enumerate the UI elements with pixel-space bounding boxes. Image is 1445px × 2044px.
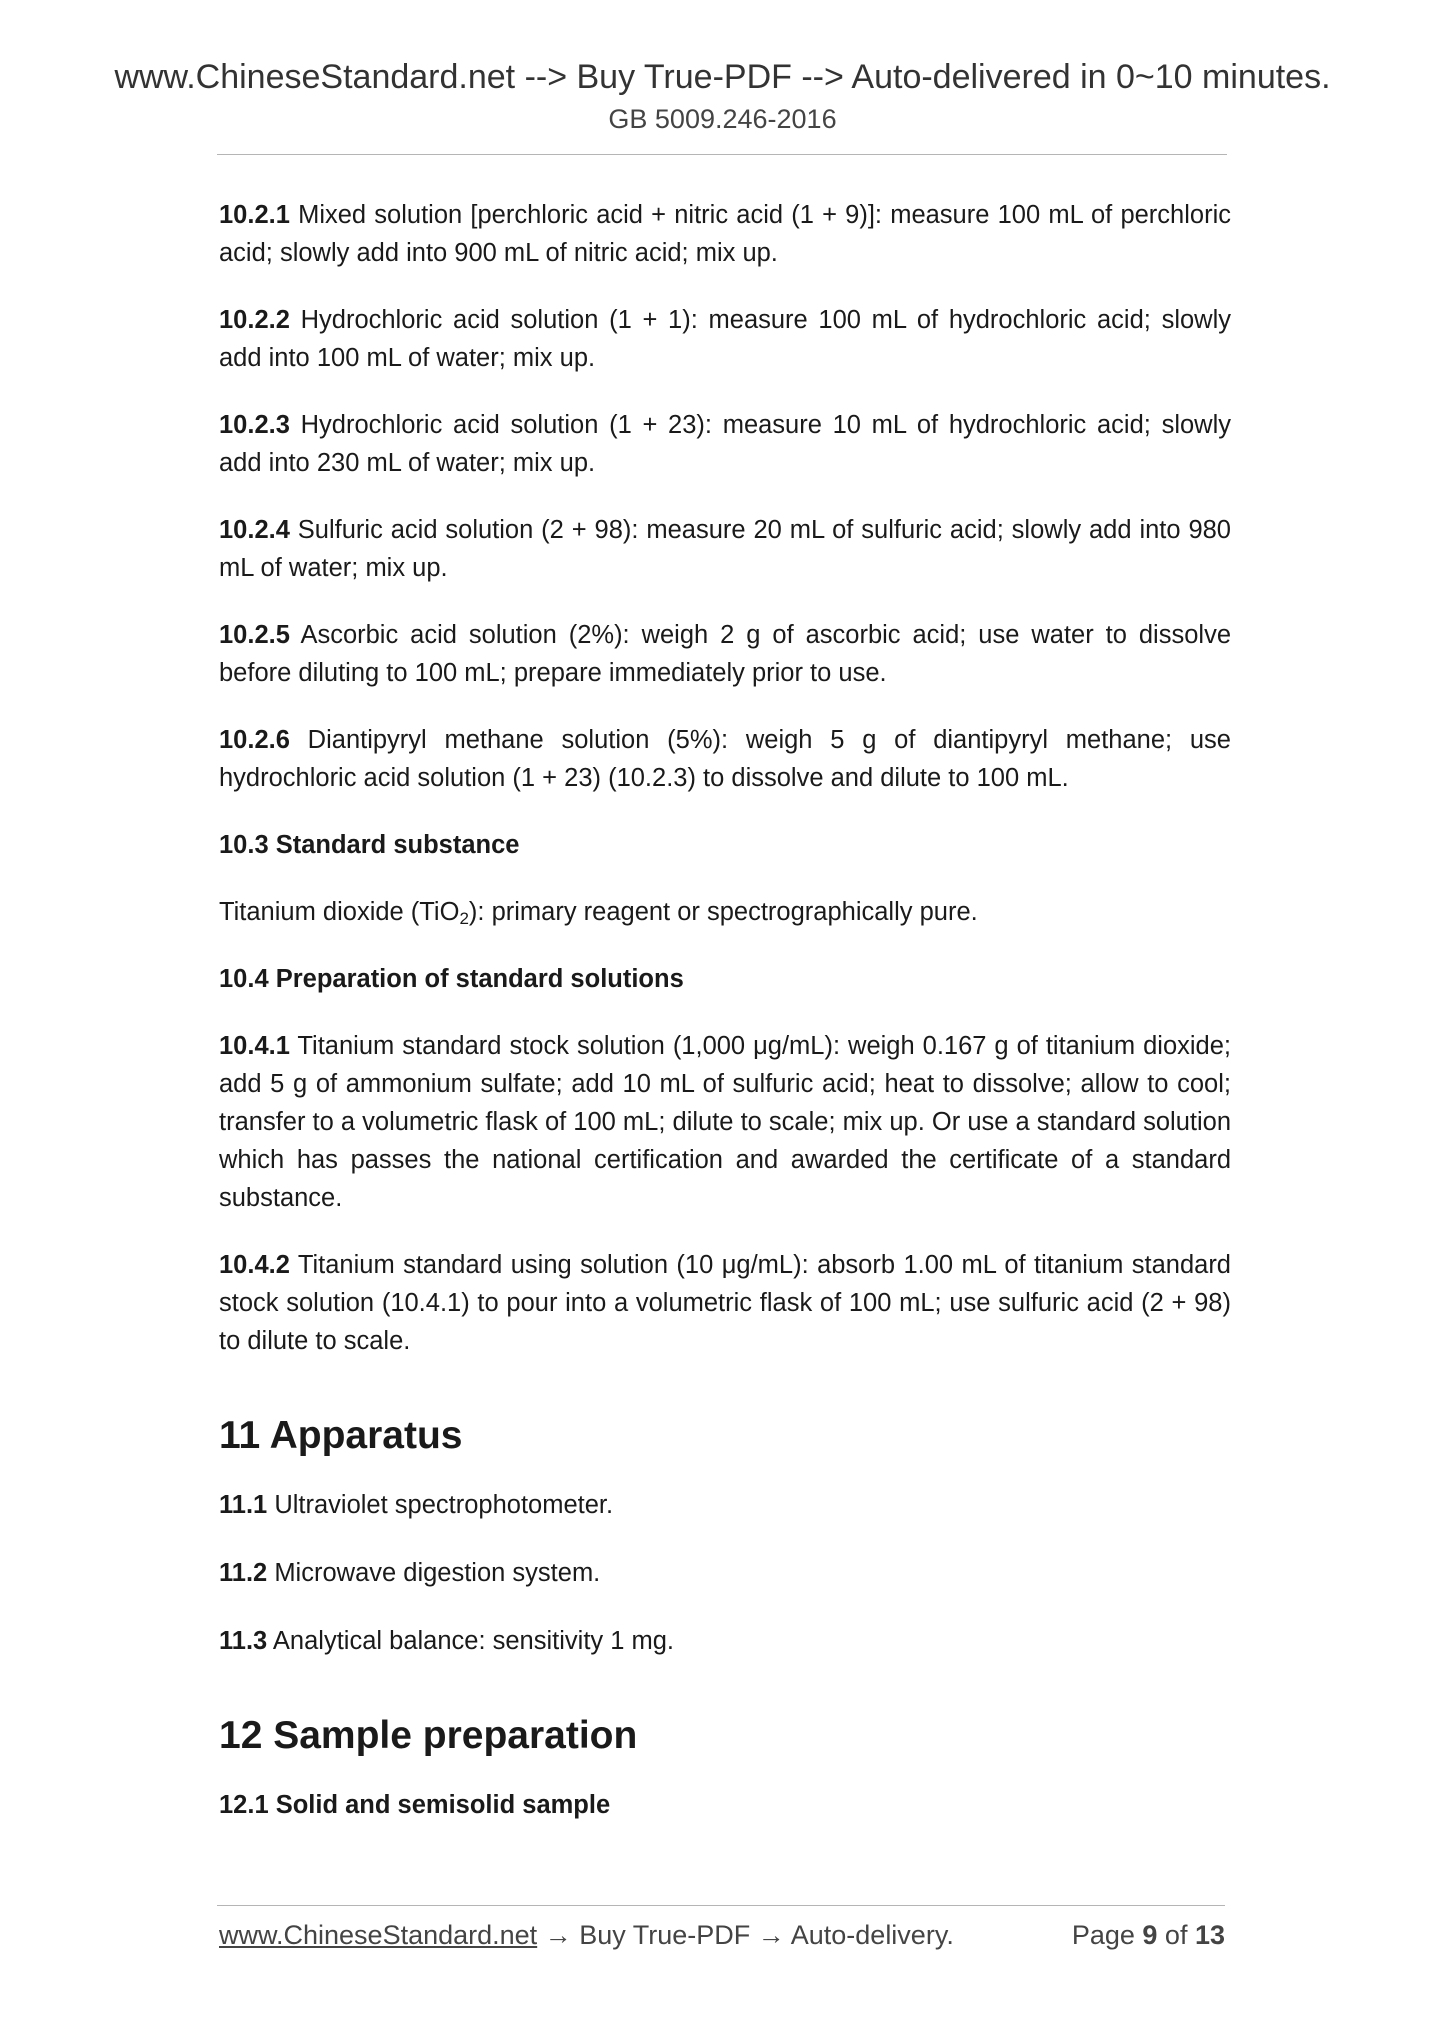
clause-text: Ultraviolet spectrophotometer. [267, 1491, 614, 1519]
section-heading-12: 12 Sample preparation [219, 1714, 638, 1757]
clause-number: 10.2.2 [219, 306, 290, 334]
clause-number: 11.3 [219, 1627, 268, 1655]
clause-text: Titanium standard stock solution (1,000 μg/mL): weigh 0.167 g of titanium dioxide; add 5 g of ammonium sulfate; add 10 mL of sulfuric acid; heat to dissolve; allow to cool; transfer to a volumetric flask of 100 mL; dilute to scale; mix up. Or use a standard solution which has passes the national certification and awarded the certificate of a standard substance. [219, 1032, 1231, 1212]
clause-text: Diantipyryl methane solution (5%): weigh 5 g of diantipyryl methane; use hydrochloric acid solution (1 + 23) (10.2.3) to dissolve and dilute to 100 mL. [219, 726, 1231, 792]
clause-text: Ascorbic acid solution (2%): weigh 2 g of ascorbic acid; use water to dissolve before diluting to 100 mL; prepare immediately prior to use. [219, 621, 1231, 687]
page-label: Page [1071, 1920, 1143, 1950]
clause-10-4-1 [219, 1027, 1231, 1217]
formula-prefix: Titanium dioxide (TiO [219, 898, 460, 926]
clause-number: 10.2.4 [219, 516, 290, 544]
clause-10-2-6 [219, 721, 1231, 797]
clause-text: Titanium standard using solution (10 μg/mL): absorb 1.00 mL of titanium standard stock solution (10.4.1) to pour into a volumetric flask of 100 mL; use sulfuric acid (2 + 98) to dilute to scale. [219, 1251, 1231, 1355]
clause-10-2-2 [219, 301, 1231, 377]
page-footer [219, 1920, 1225, 1960]
clause-text: Hydrochloric acid solution (1 + 1): measure 100 mL of hydrochloric acid; slowly add into 100 mL of water; mix up. [219, 306, 1231, 372]
clause-text: Mixed solution [perchloric acid + nitric acid (1 + 9)]: measure 100 mL of perchloric acid; slowly add into 900 mL of nitric acid; mix up. [219, 201, 1231, 267]
clause-number: 11.2 [219, 1559, 268, 1587]
document-code: GB 5009.246-2016 [608, 104, 837, 134]
clause-number: 10.2.1 [219, 201, 290, 229]
clause-number: 10.4.2 [219, 1251, 290, 1279]
page-content [219, 196, 1231, 1853]
current-page: 9 [1142, 1920, 1158, 1950]
clause-number: 10.2.5 [219, 621, 290, 649]
subheading-10-4: 10.4 Preparation of standard solutions [219, 965, 684, 993]
total-pages: 13 [1194, 1920, 1225, 1950]
clause-number: 10.2.6 [219, 726, 290, 754]
clause-number: 11.1 [219, 1491, 268, 1519]
subheading-10-3: 10.3 Standard substance [219, 831, 520, 859]
subheading-12-1: 12.1 Solid and semisolid sample [219, 1791, 611, 1819]
clause-number: 10.4.1 [219, 1032, 290, 1060]
clause-text: Hydrochloric acid solution (1 + 23): measure 10 mL of hydrochloric acid; slowly add into 230 mL of water; mix up. [219, 411, 1231, 477]
of-label: of [1157, 1920, 1195, 1950]
footer-tagline: → Buy True-PDF → Auto-delivery. [537, 1920, 954, 1950]
clause-11-3 [219, 1622, 1231, 1660]
clause-11-1 [219, 1486, 1231, 1524]
clause-10-4-2 [219, 1246, 1231, 1360]
clause-10-2-3 [219, 406, 1231, 482]
footer-left [219, 1920, 954, 1951]
clause-10-2-1 [219, 196, 1231, 272]
clause-text: Sulfuric acid solution (2 + 98): measure 20 mL of sulfuric acid; slowly add into 980 mL of water; mix up. [219, 516, 1231, 582]
clause-10-2-5 [219, 616, 1231, 692]
clause-11-2 [219, 1554, 1231, 1592]
footer-website-link[interactable]: www.ChineseStandard.net [219, 1920, 538, 1950]
footer-divider [217, 1905, 1225, 1906]
clause-number: 10.2.3 [219, 411, 290, 439]
section-heading-11: 11 Apparatus [219, 1414, 463, 1457]
formula-subscript: 2 [459, 909, 469, 928]
clause-10-2-4 [219, 511, 1231, 587]
header-banner: www.ChineseStandard.net --> Buy True-PDF --> Auto-delivered in 0~10 minutes. [114, 58, 1331, 96]
header-divider [217, 154, 1227, 155]
clause-10-3-text [219, 893, 1231, 931]
page-number [1072, 1920, 1225, 1951]
clause-text: Analytical balance: sensitivity 1 mg. [267, 1627, 675, 1655]
clause-text: Microwave digestion system. [267, 1559, 601, 1587]
formula-suffix: ): primary reagent or spectrographically pure. [468, 898, 978, 926]
